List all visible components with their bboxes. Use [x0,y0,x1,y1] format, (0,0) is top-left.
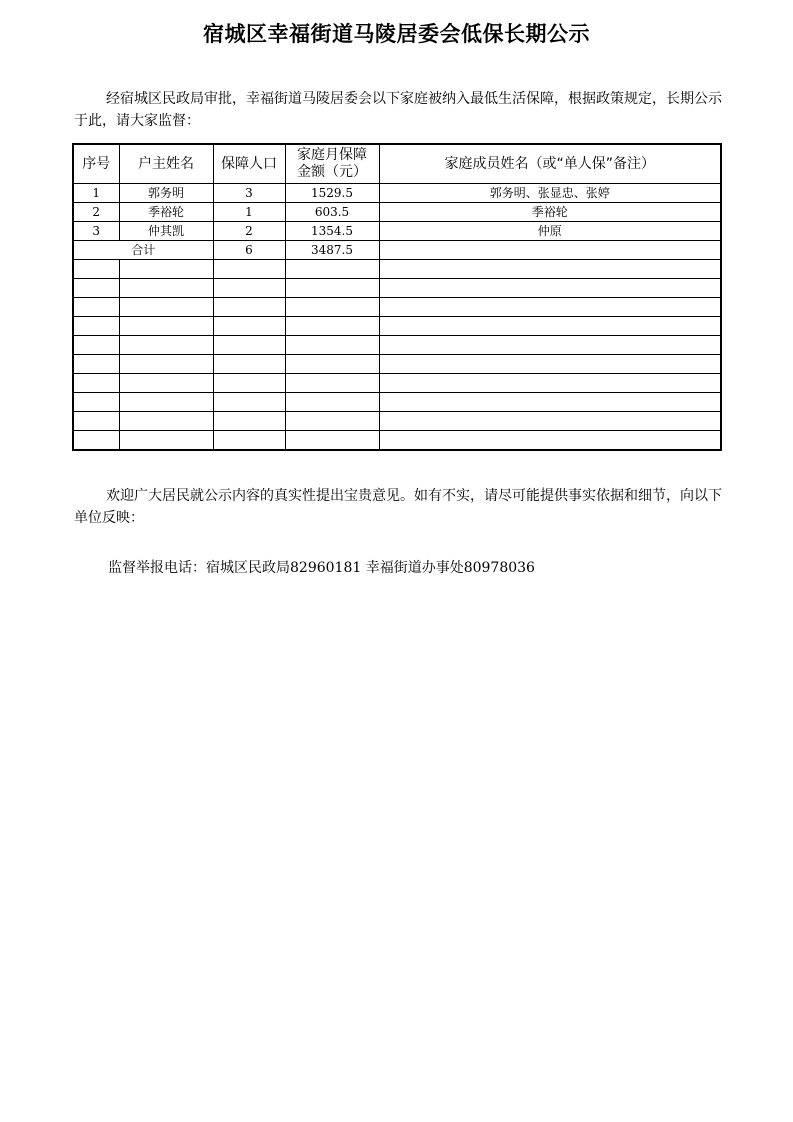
empty-cell [285,260,379,279]
empty-cell [213,393,285,412]
table-header-row [73,144,721,184]
empty-cell [213,374,285,393]
empty-cell [379,260,721,279]
cell-no: 2 [73,203,119,222]
empty-cell [73,260,119,279]
empty-cell [213,431,285,451]
cell-head-name: 仲其凯 [119,222,213,241]
cell-members: 仲原 [379,222,721,241]
empty-cell [73,412,119,431]
empty-cell [213,336,285,355]
header-head-name: 户主姓名 [119,144,213,184]
empty-row [73,412,721,431]
page-title: 宿城区幸福街道马陵居委会低保长期公示 [203,22,590,46]
empty-cell [119,336,213,355]
total-label: 合计 [73,241,213,260]
empty-cell [119,412,213,431]
table-row [73,184,721,203]
empty-cell [73,298,119,317]
empty-cell [379,298,721,317]
table-row [73,203,721,222]
cell-amount: 1529.5 [285,184,379,203]
empty-cell [379,279,721,298]
cell-amount: 1354.5 [285,222,379,241]
empty-cell [73,336,119,355]
hotline-text: 监督举报电话：宿城区民政局82960181 幸福街道办事处80978036 [108,560,535,576]
empty-cell [119,393,213,412]
empty-cell [379,336,721,355]
header-members: 家庭成员姓名（或“单人保”备注） [379,144,721,184]
empty-cell [119,374,213,393]
total-members-cell [379,241,721,260]
empty-cell [119,298,213,317]
empty-cell [379,355,721,374]
empty-cell [285,298,379,317]
feedback-paragraph: 欢迎广大居民就公示内容的真实性提出宝贵意见。如有不实，请尽可能提供事实依据和细节，向以下单位反映： [74,488,722,526]
cell-members: 季裕轮 [379,203,721,222]
header-no: 序号 [73,144,119,184]
empty-cell [119,431,213,451]
empty-row [73,374,721,393]
empty-cell [213,355,285,374]
empty-cell [285,412,379,431]
cell-head-name: 郭务明 [119,184,213,203]
cell-no: 3 [73,222,119,241]
empty-cell [73,317,119,336]
allowance-table [72,143,722,451]
cell-members: 郭务明、张显忠、张婷 [379,184,721,203]
empty-cell [285,431,379,451]
cell-people: 1 [213,203,285,222]
header-people: 保障人口 [213,144,285,184]
total-row [73,241,721,260]
intro-paragraph: 经宿城区民政局审批，幸福街道马陵居委会以下家庭被纳入最低生活保障，根据政策规定，长期公示于此，请大家监督： [74,91,722,129]
empty-row [73,431,721,451]
empty-row [73,317,721,336]
empty-row [73,260,721,279]
empty-cell [73,279,119,298]
empty-cell [213,317,285,336]
header-amount-line1: 家庭月保障 [297,147,367,163]
empty-cell [119,317,213,336]
empty-cell [379,412,721,431]
empty-row [73,298,721,317]
empty-row [73,355,721,374]
empty-cell [379,374,721,393]
empty-cell [213,298,285,317]
empty-cell [285,355,379,374]
cell-amount: 603.5 [285,203,379,222]
table-row [73,222,721,241]
empty-cell [285,279,379,298]
empty-cell [73,431,119,451]
empty-cell [379,431,721,451]
empty-cell [213,279,285,298]
cell-no: 1 [73,184,119,203]
header-amount [285,144,379,184]
total-amount: 3487.5 [285,241,379,260]
empty-cell [285,393,379,412]
empty-row [73,336,721,355]
empty-cell [285,336,379,355]
empty-cell [73,374,119,393]
empty-cell [119,355,213,374]
empty-cell [379,393,721,412]
cell-people: 3 [213,184,285,203]
empty-row [73,393,721,412]
header-amount-line2: 金额（元） [297,164,367,180]
empty-cell [285,317,379,336]
empty-cell [73,393,119,412]
empty-cell [379,317,721,336]
empty-cell [213,260,285,279]
empty-cell [73,355,119,374]
empty-cell [213,412,285,431]
empty-cell [285,374,379,393]
cell-people: 2 [213,222,285,241]
empty-row [73,279,721,298]
empty-cell [119,279,213,298]
total-people: 6 [213,241,285,260]
cell-head-name: 季裕轮 [119,203,213,222]
empty-cell [119,260,213,279]
